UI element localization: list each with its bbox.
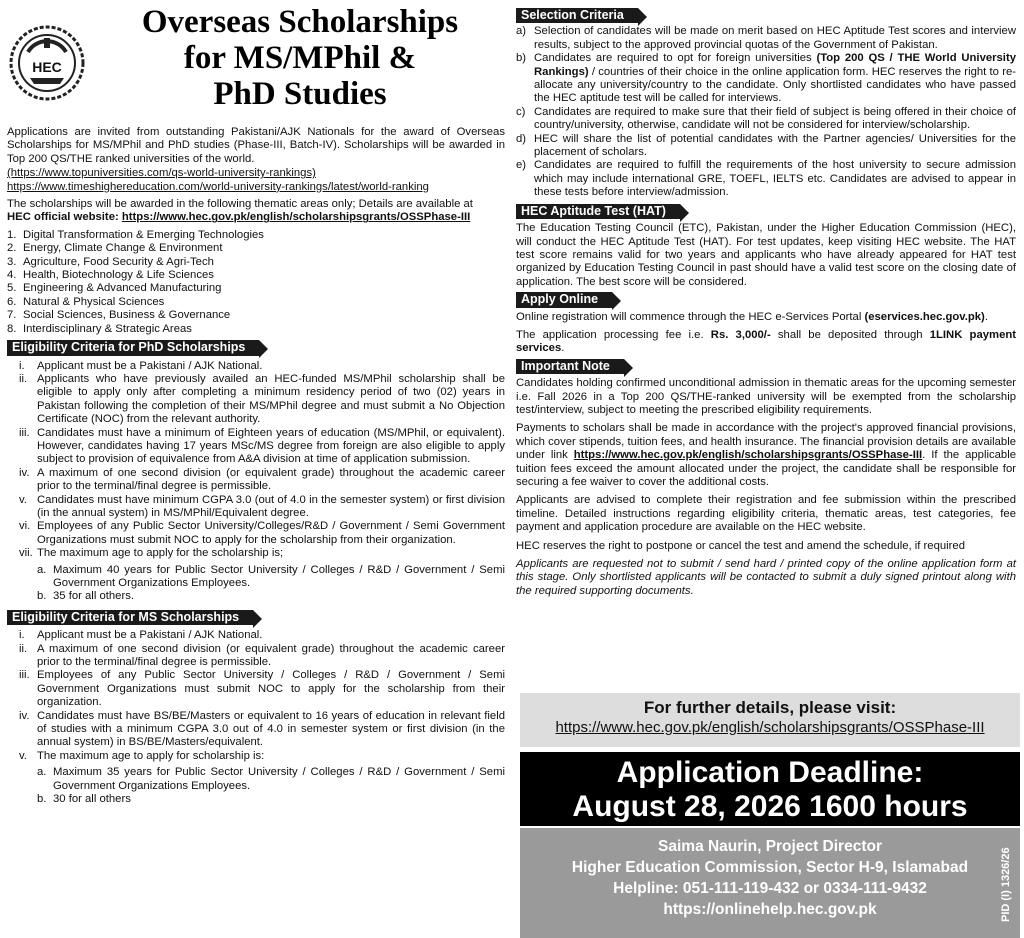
- list-item-number: i.: [19, 359, 25, 372]
- contact-helpline: Helpline: 051-111-119-432 or 0334-111-9432: [613, 880, 927, 897]
- list-item: [7, 242, 505, 255]
- ms-age-list: [7, 766, 505, 806]
- list-item: [7, 229, 505, 242]
- list-item-text: Social Sciences, Business & Governance: [23, 309, 231, 322]
- list-item: [7, 323, 505, 336]
- fee-text-pre: The application processing fee i.e.: [516, 328, 711, 341]
- list-item-number: iv.: [19, 466, 30, 479]
- further-details-box: [520, 693, 1020, 747]
- list-item-text: Natural & Physical Sciences: [23, 295, 165, 308]
- ms-criteria-list: [7, 629, 505, 763]
- list-item-number: 4.: [7, 269, 17, 282]
- title-line: PhD Studies: [213, 76, 387, 112]
- list-item-number: 2.: [7, 242, 17, 255]
- phd-criteria-list: [7, 360, 505, 561]
- fee-text: [516, 329, 1016, 356]
- svg-text:HEC: HEC: [32, 59, 62, 75]
- the-ranking-link[interactable]: https://www.timeshighereducation.com/world-university-rankings/latest/world-ranking: [7, 180, 429, 193]
- list-item-number: ii.: [19, 642, 28, 655]
- deadline-box: [520, 752, 1020, 826]
- further-details-link[interactable]: https://www.hec.gov.pk/english/scholarshipsgrants/OSSPhase-III: [555, 719, 985, 736]
- list-item: [516, 25, 1016, 52]
- list-item-text: Candidates must have a minimum of Eighteen years of education (MS/MPhil, or equivalent). However, candidates having 17 years MSc/MS degree from foreign are also eligible to apply subject to provision of equivalence from A&A division at time of application submission.: [37, 426, 505, 466]
- list-item-number: b.: [37, 590, 47, 603]
- list-item: [37, 766, 505, 793]
- list-item-text: Selection of candidates will be made on merit based on HEC Aptitude Test scores and interview results, subject to the approved provincial quotas of the Government of Pakistan.: [534, 25, 1016, 51]
- hat-text: The Education Testing Council (ETC), Pakistan, under the Higher Education Commission (HEC), will conduct the HEC Aptitude Test (HAT). For test updates, keep visiting HEC website. The HAT test score remains valid for two years and applicants who have already appeared for HAT test organized by Education Testing Council in past should have a valid test score on the closing date of application. The best score will be considered.: [516, 222, 1016, 288]
- list-item-text: Employees of any Public Sector University / Colleges / R&D / Government / Semi Government Organizations must submit NOC to apply for the scholarship from their organization.: [37, 669, 505, 709]
- list-item-text: Engineering & Advanced Manufacturing: [23, 282, 222, 295]
- list-item: [19, 360, 505, 373]
- note-p2-pre: Payments to scholars shall be made in accordance with the project's approved financial provisions, which cover stipends, tuition fees, and health insurance. The financial provision details are available under link: [516, 422, 1016, 462]
- phd-criteria-heading: Eligibility Criteria for PhD Scholarships: [7, 340, 259, 355]
- list-item: [7, 309, 505, 322]
- list-item-text: A maximum of one second division (or equivalent grade) throughout the academic career prior to the terminal/final degree is permissible.: [37, 642, 505, 669]
- deadline-label: Application Deadline:: [616, 756, 924, 789]
- list-item-number: 7.: [7, 309, 17, 322]
- list-item: [19, 710, 505, 750]
- list-item-number: b): [516, 52, 527, 65]
- payment-service: 1LINK payment services: [516, 328, 1017, 355]
- list-item: [37, 793, 505, 806]
- fee-amount: Rs. 3,000/-: [710, 328, 771, 341]
- list-item-text: Interdisciplinary & Strategic Areas: [23, 322, 192, 335]
- hec-logo: [6, 22, 88, 104]
- list-item: [516, 52, 1016, 106]
- list-item-text: Maximum 40 years for Public Sector University / Colleges / R&D / Government / Semi Government Organizations Employees.: [53, 563, 505, 589]
- list-item: [19, 750, 505, 763]
- list-item-number: v.: [19, 749, 27, 762]
- list-item: [19, 629, 505, 642]
- list-item: [516, 133, 1016, 160]
- ms-criteria-heading: Eligibility Criteria for MS Scholarships: [7, 610, 253, 625]
- list-item: [19, 494, 505, 521]
- punct: .: [561, 342, 565, 355]
- list-item-text: Employees of any Public Sector University/Colleges/R&D / Government / Semi Government Organizations must submit NOC to apply for the scholarship from their organization.: [37, 520, 505, 546]
- list-item-number: a.: [37, 766, 47, 779]
- note-p3: Applicants are advised to complete their registration and fee submission within the prescribed timeline. Detailed instructions regarding eligibility criteria, thematic areas, test categories, fee payment and application procedure are available on the HEC website.: [516, 494, 1016, 534]
- list-item: [19, 547, 505, 560]
- list-item-number: ii.: [19, 372, 28, 385]
- list-item: [19, 520, 505, 547]
- title-line: for MS/MPhil &: [183, 40, 417, 76]
- selection-criteria-list: [516, 25, 1016, 199]
- list-item-text: Candidates are required to fulfill the requirements of the host university to secure admission which may include international GRE, TOEFL, IELTS etc. Candidates are advised to appear in these tests before interview/admission.: [534, 159, 1016, 199]
- financial-provision-link[interactable]: https://www.hec.gov.pk/english/scholarshipsgrants/OSSPhase-III: [573, 449, 923, 462]
- pid-number: PID (I) 1326/26: [1000, 847, 1012, 923]
- list-item-text: Agriculture, Food Security & Agri-Tech: [23, 255, 214, 268]
- list-item-text: A maximum of one second division (or equivalent grade) throughout the academic career prior to the terminal/final degree is permissible.: [37, 466, 505, 493]
- list-item-text: Maximum 35 years for Public Sector University / Colleges / R&D / Government / Semi Government Organizations Employees.: [53, 766, 505, 792]
- apply-text: Online registration will commence through the HEC e-Services Portal: [516, 310, 865, 323]
- list-item-text: Applicant must be a Pakistani / AJK National.: [37, 629, 263, 642]
- contact-name: Saima Naurin, Project Director: [658, 838, 882, 855]
- deadline-date: August 28, 2026 1600 hours: [572, 790, 968, 823]
- list-item-number: 3.: [7, 255, 17, 268]
- intro-text: Applications are invited from outstanding Pakistani/AJK Nationals for the award of Overseas Scholarships for MS/MPhil and PhD studies (Phase-III, Batch-IV). Scholarships will be awarded in Top 200 QS/THE ranked universities of the world.: [7, 126, 505, 165]
- list-item-text: Energy, Climate Change & Environment: [23, 242, 223, 255]
- list-item-number: 1.: [7, 228, 17, 241]
- list-item-text-pre: Candidates are required to opt for foreign universities: [534, 52, 817, 65]
- note-p1: Candidates holding confirmed unconditional admission in thematic areas for the upcoming semester i.e. Fall 2026 in a Top 200 QS/THE-ranked university will be exempted from the scholarship test/interview, subject to meeting the prescribed eligibility requirements.: [516, 377, 1016, 416]
- list-item-number: 8.: [7, 322, 17, 335]
- list-item-text: Applicant must be a Pakistani / AJK National.: [37, 359, 263, 372]
- list-item: [19, 643, 505, 670]
- list-item-text: Candidates must have minimum CGPA 3.0 (out of 4.0 in the semester system) or first division (in the annual system) in MS/MPhil/Equivalent degree.: [37, 493, 505, 519]
- list-item-text: The maximum age to apply for the scholarship is;: [37, 547, 284, 560]
- list-item: [516, 106, 1016, 133]
- list-item-text: Digital Transformation & Emerging Technologies: [23, 228, 264, 241]
- list-item-number: b.: [37, 793, 47, 806]
- list-item-number: vi.: [19, 520, 31, 533]
- list-item-number: 5.: [7, 282, 17, 295]
- hat-heading: HEC Aptitude Test (HAT): [516, 204, 680, 219]
- note-p2-post: . If the applicable tuition fees exceed the amount allocated under the project, the candidate shall be responsible for securing a fee waiver to cover the additional costs.: [516, 449, 1016, 488]
- list-item-number: d): [516, 132, 527, 145]
- list-item: [19, 467, 505, 494]
- fee-text-mid: shall be deposited through: [770, 328, 930, 341]
- list-item: [19, 427, 505, 467]
- list-item-text: 35 for all others.: [53, 590, 135, 603]
- contact-help-link[interactable]: https://onlinehelp.hec.gov.pk: [663, 901, 877, 918]
- list-item: [37, 590, 505, 603]
- qs-ranking-link[interactable]: (https://www.topuniversities.com/qs-world-university-rankings): [7, 167, 316, 180]
- list-item-number: vii.: [19, 547, 33, 560]
- thematic-intro: [7, 198, 505, 225]
- list-item-text: Applicants who have previously availed an HEC-funded MS/MPhil scholarship shall be eligible to apply only after completing a minimum residency period of two (02) years in Pakistan following the completion of their MS/MPhil degree and must submit a No Objection Certificate (NOC) from the relevant authority.: [37, 372, 505, 426]
- note-p5: Applicants are requested not to submit / send hard / printed copy of the online application form at this stage. Only shortlisted applicants will be contacted to submit a duly signed printout along with the required supporting documents.: [516, 558, 1016, 597]
- selection-criteria-heading: Selection Criteria: [516, 8, 638, 23]
- list-item-number: iii.: [19, 426, 30, 439]
- contact-address: Higher Education Commission, Sector H-9, Islamabad: [571, 859, 969, 876]
- list-item-number: 6.: [7, 295, 17, 308]
- thematic-areas-list: [7, 229, 505, 336]
- page-title: [92, 4, 508, 112]
- list-item-number: c): [516, 105, 526, 118]
- list-item: [7, 256, 505, 269]
- list-item-number: a.: [37, 563, 47, 576]
- phd-age-list: [7, 564, 505, 604]
- list-item-text: Health, Biotechnology & Life Sciences: [23, 269, 214, 282]
- list-item-text-bold: (Top 200 QS / THE World University Rankings): [534, 52, 1016, 78]
- hec-emblem-icon: [6, 22, 88, 104]
- list-item-number: v.: [19, 493, 27, 506]
- eservices-portal-link[interactable]: (eservices.hec.gov.pk): [864, 310, 985, 323]
- list-item: [19, 669, 505, 709]
- note-p4: HEC reserves the right to postpone or cancel the test and amend the schedule, if required: [516, 539, 965, 552]
- list-item-text: Candidates must have BS/BE/Masters or equivalent to 16 years of education in relevant field of studies with a minimum CGPA 3.0 out of 4.0 in semester system or first division (in the annual system) in BS/BE/Masters/equivalent.: [37, 709, 505, 749]
- list-item-number: iii.: [19, 669, 30, 682]
- contact-box: [520, 828, 1020, 938]
- important-note-heading: Important Note: [516, 359, 624, 374]
- website-label: HEC official website:: [7, 211, 119, 224]
- list-item-number: iv.: [19, 709, 30, 722]
- list-item-number: a): [516, 25, 527, 38]
- list-item-text: HEC will share the list of potential candidates with the Partner agencies/ Universities for the placement of scholars.: [534, 132, 1016, 159]
- hec-website-link[interactable]: https://www.hec.gov.pk/english/scholarshipsgrants/OSSPhase-III: [121, 211, 471, 224]
- apply-online-text: [516, 311, 1016, 324]
- list-item: [37, 564, 505, 591]
- list-item-text-post: / countries of their choice in the online application form. HEC reserves the right to re-allocate any university/country to the candidate. Only shortlisted candidates who have passed the HEC aptitude test will be called for interviews.: [534, 65, 1016, 105]
- list-item: [7, 296, 505, 309]
- right-column: [516, 8, 1016, 598]
- list-item: [516, 159, 1016, 199]
- list-item-text: Candidates are required to make sure that their field of subject is being offered in their choice of country/university, otherwise, candidate will not be considered for interview/scholarship.: [534, 105, 1016, 132]
- list-item-text: 30 for all others: [53, 793, 131, 806]
- left-column: [7, 126, 505, 807]
- thematic-text: The scholarships will be awarded in the following thematic areas only; Details are available at: [7, 198, 473, 211]
- list-item-number: i.: [19, 629, 25, 642]
- list-item-text: [534, 52, 1016, 106]
- list-item-number: e): [516, 159, 527, 172]
- apply-online-heading: Apply Online: [516, 292, 612, 307]
- list-item-text: The maximum age to apply for scholarship is:: [37, 749, 265, 762]
- list-item: [7, 282, 505, 295]
- list-item: [7, 269, 505, 282]
- further-details-heading: For further details, please visit:: [643, 698, 897, 717]
- punct: .: [984, 310, 988, 323]
- list-item: [19, 373, 505, 427]
- note-p2: [516, 422, 1016, 489]
- title-line: Overseas Scholarships: [141, 4, 459, 40]
